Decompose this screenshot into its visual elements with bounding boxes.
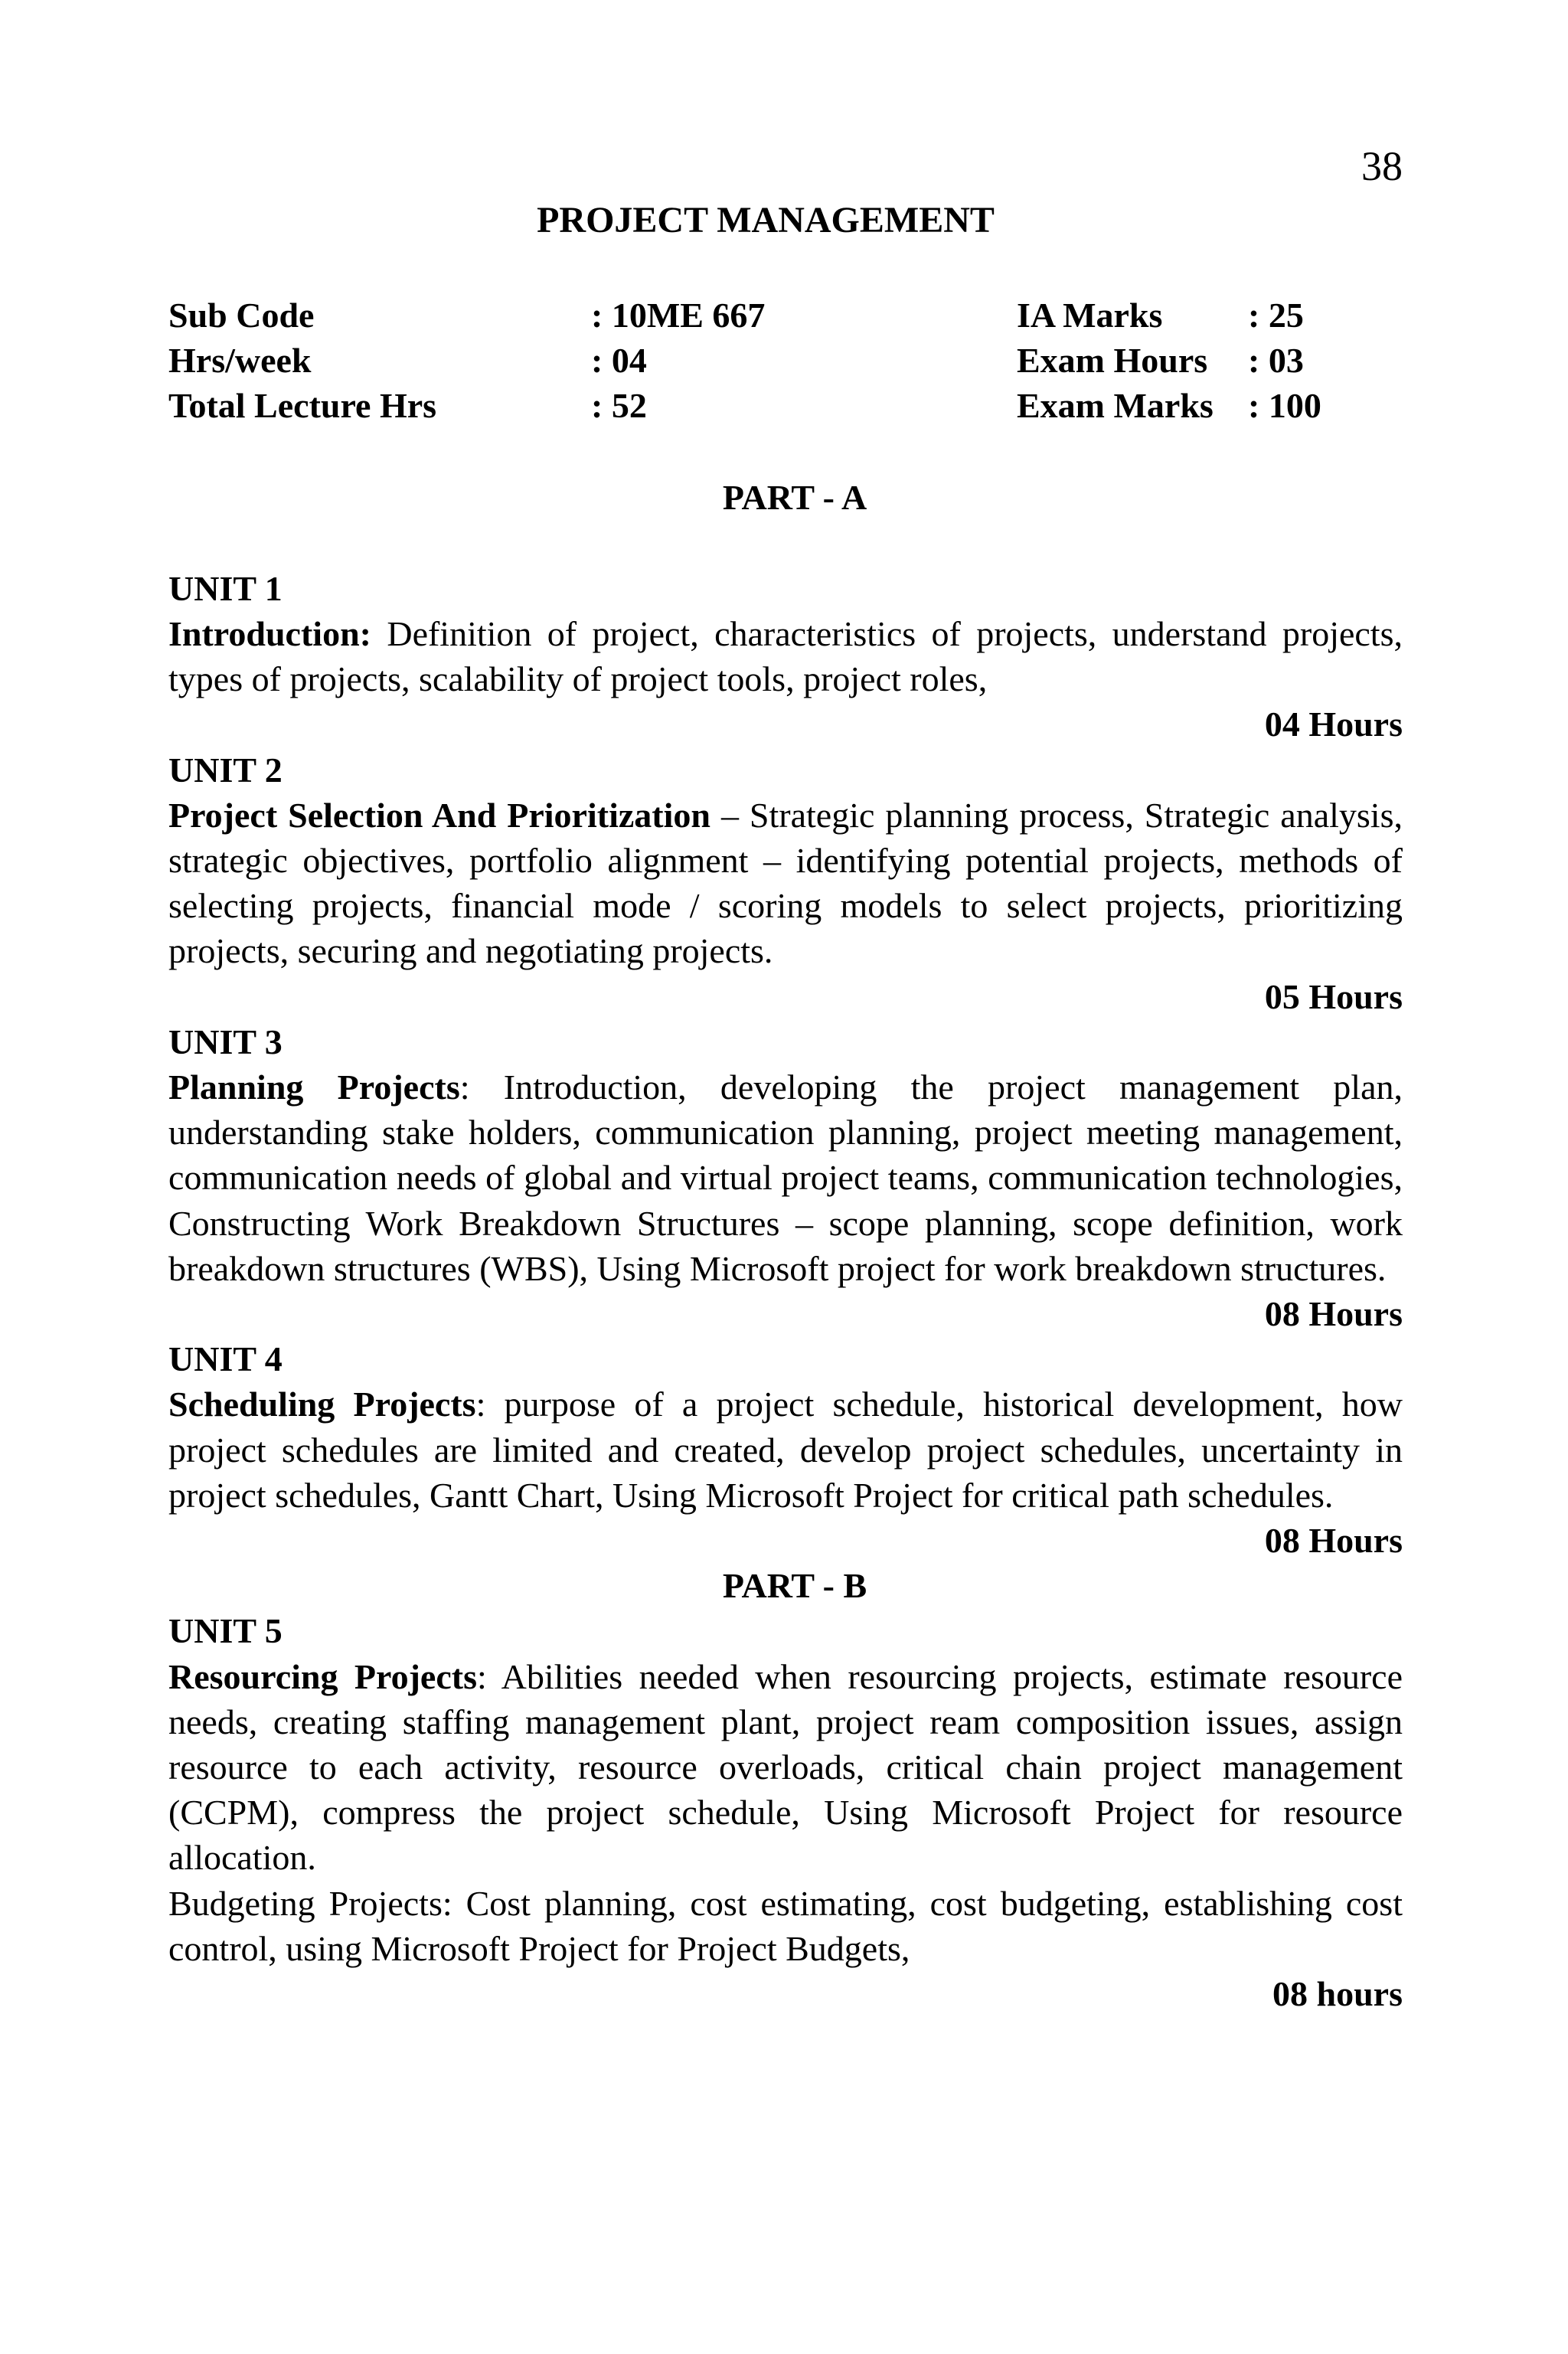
unit-body: : Abilities needed when resourcing projects, estimate resource needs, creating staffing management plant, project ream composition issues, assign resource to each activity, resource overloads, critical chain project management (CCPM), compress the project schedule, Using Microsoft Project for resource allocation. [168, 1656, 1403, 1878]
unit-topic: Introduction: [168, 613, 371, 653]
unit-2 [168, 747, 1403, 1019]
document-title: PROJECT MANAGEMENT [537, 200, 995, 240]
meta-label: Exam Hours [1017, 341, 1208, 381]
course-meta [168, 293, 1403, 429]
unit-description [168, 1654, 1403, 1881]
unit-3 [168, 1019, 1403, 1336]
meta-value: : 100 [1248, 386, 1321, 426]
unit-heading: UNIT 2 [168, 750, 283, 790]
unit-description [168, 611, 1403, 701]
syllabus-content [168, 293, 1403, 2016]
unit-5 [168, 1608, 1403, 2016]
meta-row [168, 338, 1403, 383]
unit-1 [168, 566, 1403, 747]
unit-topic: Scheduling Projects [168, 1385, 476, 1424]
page-number: 38 [1361, 143, 1403, 189]
unit-hours: 08 Hours [1264, 1521, 1403, 1561]
unit-topic: Resourcing Projects [168, 1656, 477, 1696]
unit-hours: 05 Hours [1264, 976, 1403, 1016]
unit-hours: 08 Hours [1264, 1294, 1403, 1334]
unit-topic: Planning Projects [168, 1067, 460, 1107]
unit-extra-description: Budgeting Projects: Cost planning, cost estimating, cost budgeting, establishing cost control, using Microsoft Project for Project Budgets, [168, 1883, 1403, 1968]
unit-4 [168, 1336, 1403, 1563]
unit-hours: 08 hours [1272, 1974, 1403, 2014]
unit-heading: UNIT 3 [168, 1022, 283, 1061]
part-a-heading: PART - A [722, 477, 867, 517]
meta-value: : 03 [1248, 341, 1304, 381]
meta-value: : 10ME 667 [591, 296, 766, 335]
meta-row [168, 383, 1403, 428]
unit-description [168, 793, 1403, 974]
meta-label: IA Marks [1017, 296, 1163, 335]
meta-label: Exam Marks [1017, 386, 1214, 426]
unit-topic: Project Selection And Prioritization [168, 795, 710, 835]
unit-description [168, 1381, 1403, 1518]
meta-value: : 25 [1248, 296, 1304, 335]
meta-label: Sub Code [168, 296, 315, 335]
meta-row [168, 293, 1403, 338]
meta-value: : 52 [591, 386, 647, 426]
unit-body: – Strategic planning process, Strategic analysis, strategic objectives, portfolio alignment – identifying potential projects, methods of selecting projects, financial mode / scoring models to select projects, prioritizing projects, securing and negotiating projects. [168, 795, 1403, 971]
unit-body: : purpose of a project schedule, historical development, how project schedules are limited and created, develop project schedules, uncertainty in project schedules, Gantt Chart, Using Microsoft Project for critical path schedules. [168, 1385, 1403, 1515]
unit-hours: 04 Hours [1264, 705, 1403, 744]
unit-heading: UNIT 5 [168, 1611, 283, 1651]
unit-heading: UNIT 1 [168, 568, 283, 608]
unit-body: : Introduction, developing the project management plan, understanding stake holders, communication planning, project meeting management, communication needs of global and virtual project teams, communication technologies, Constructing Work Breakdown Structures – scope planning, scope definition, work breakdown structures (WBS), Using Microsoft project for work breakdown structures. [168, 1067, 1403, 1288]
unit-description [168, 1064, 1403, 1291]
meta-label: Total Lecture Hrs [168, 386, 437, 426]
part-b-heading: PART - B [722, 1566, 867, 1606]
unit-body: Definition of project, characteristics of projects, understand projects, types of projects, scalability of project tools, project roles, [168, 613, 1403, 699]
unit-heading: UNIT 4 [168, 1339, 283, 1379]
meta-label: Hrs/week [168, 341, 312, 381]
meta-value: : 04 [591, 341, 647, 381]
